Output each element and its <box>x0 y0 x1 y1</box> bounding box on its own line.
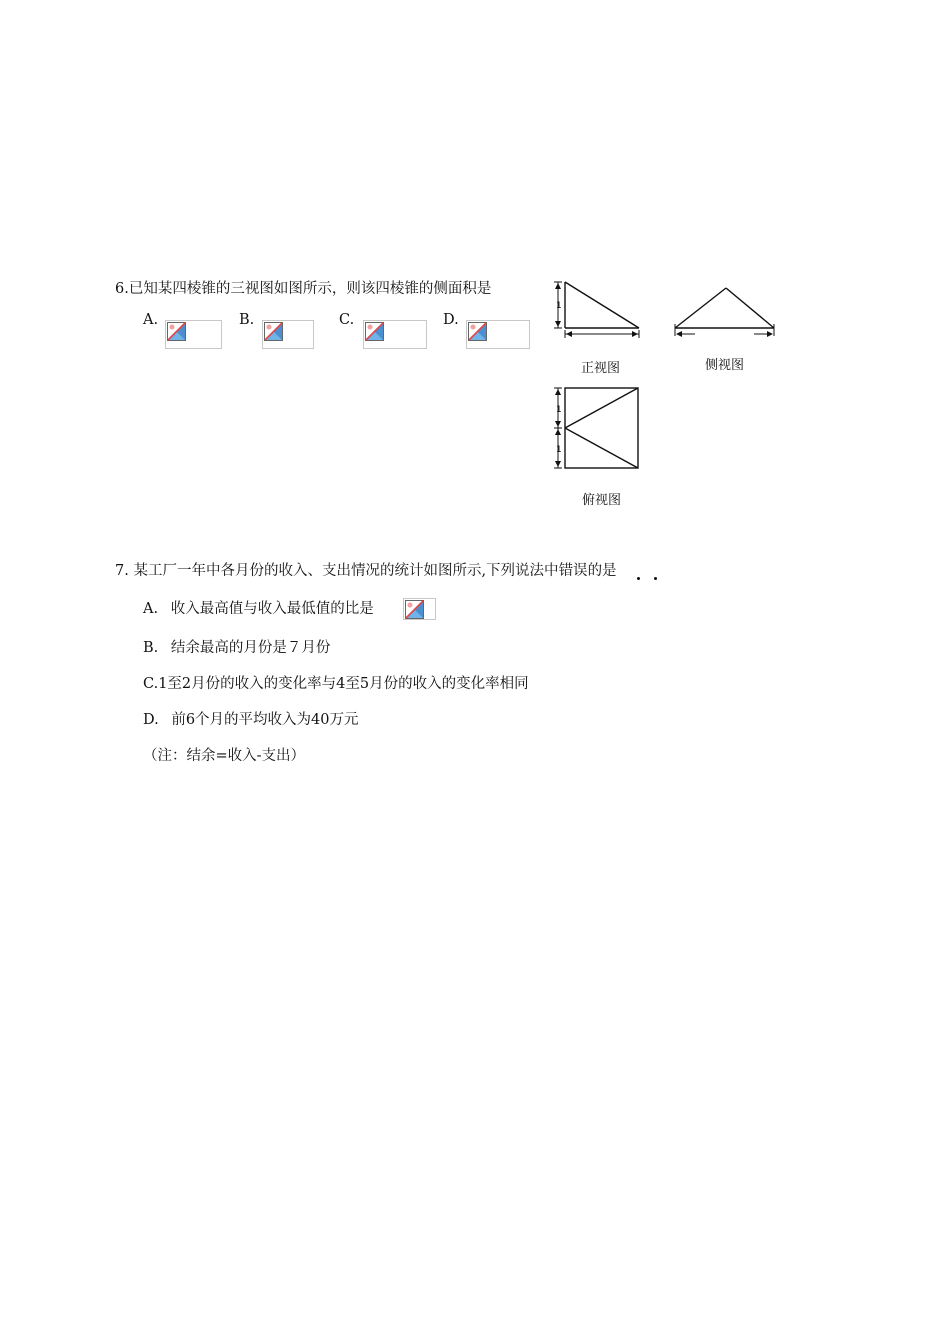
broken-image-icon <box>405 600 424 619</box>
q7-option-d-text: 前6个月的平均收入为40万元 <box>171 712 359 728</box>
q7-option-a-text: 收入最高值与收入最低值的比是 <box>170 601 374 617</box>
broken-image-icon <box>468 322 487 341</box>
q7-stem-emphasis: 错误 <box>558 563 588 579</box>
q6-option-a-label: A. <box>143 312 159 328</box>
top-dim-label-lower: 1 <box>556 445 562 455</box>
broken-image-icon <box>167 322 186 341</box>
q7-option-c-text: 1至2月份的收入的变化率与4至5月份的收入的变化率相同 <box>158 676 529 692</box>
top-dim-label-upper: 1 <box>556 405 562 415</box>
side-view-caption: 侧视图 <box>705 358 745 373</box>
q6-option-b-image <box>262 320 314 349</box>
q7-option-b <box>143 636 330 657</box>
q7-stem-after: 的是 <box>587 563 617 579</box>
q6-option-b-label: B. <box>239 312 255 328</box>
q6-stem: 6.已知某四棱锥的三视图如图所示，则该四棱锥的侧面积是 <box>115 281 492 297</box>
q7-note: （注：结余=收入-支出） <box>143 748 306 764</box>
top-view <box>554 388 638 468</box>
q7-option-a <box>143 597 374 618</box>
q7-option-a-image <box>403 598 436 620</box>
three-view-drawing <box>550 276 790 476</box>
front-view <box>554 282 639 338</box>
q6-option-d-image <box>466 320 530 349</box>
emphasis-dot <box>637 577 640 580</box>
q7-option-c <box>143 672 529 693</box>
q7-option-c-label: C. <box>143 676 159 692</box>
q7-option-d-label: D. <box>143 712 159 728</box>
q6-option-c-image <box>363 320 427 349</box>
side-view <box>675 288 774 336</box>
q7-stem <box>115 559 617 580</box>
q7-option-b-label: B. <box>143 640 159 656</box>
q7-option-a-label: A. <box>143 601 159 617</box>
q6-option-c-label: C. <box>339 312 355 328</box>
broken-image-icon <box>264 322 283 341</box>
emphasis-dot <box>654 577 657 580</box>
q6-option-d-label: D. <box>443 312 459 328</box>
front-view-caption: 正视图 <box>581 361 621 376</box>
q6-option-a-image <box>165 320 222 349</box>
broken-image-icon <box>365 322 384 341</box>
q7-stem-before: 7. 某工厂一年中各月份的收入、支出情况的统计如图所示,下列说法中 <box>115 563 559 579</box>
q7-option-d <box>143 708 359 729</box>
front-dim-label: 1 <box>556 301 562 311</box>
q7-option-b-text: 结余最高的月份是７月份 <box>170 640 331 656</box>
top-view-caption: 俯视图 <box>582 493 622 508</box>
